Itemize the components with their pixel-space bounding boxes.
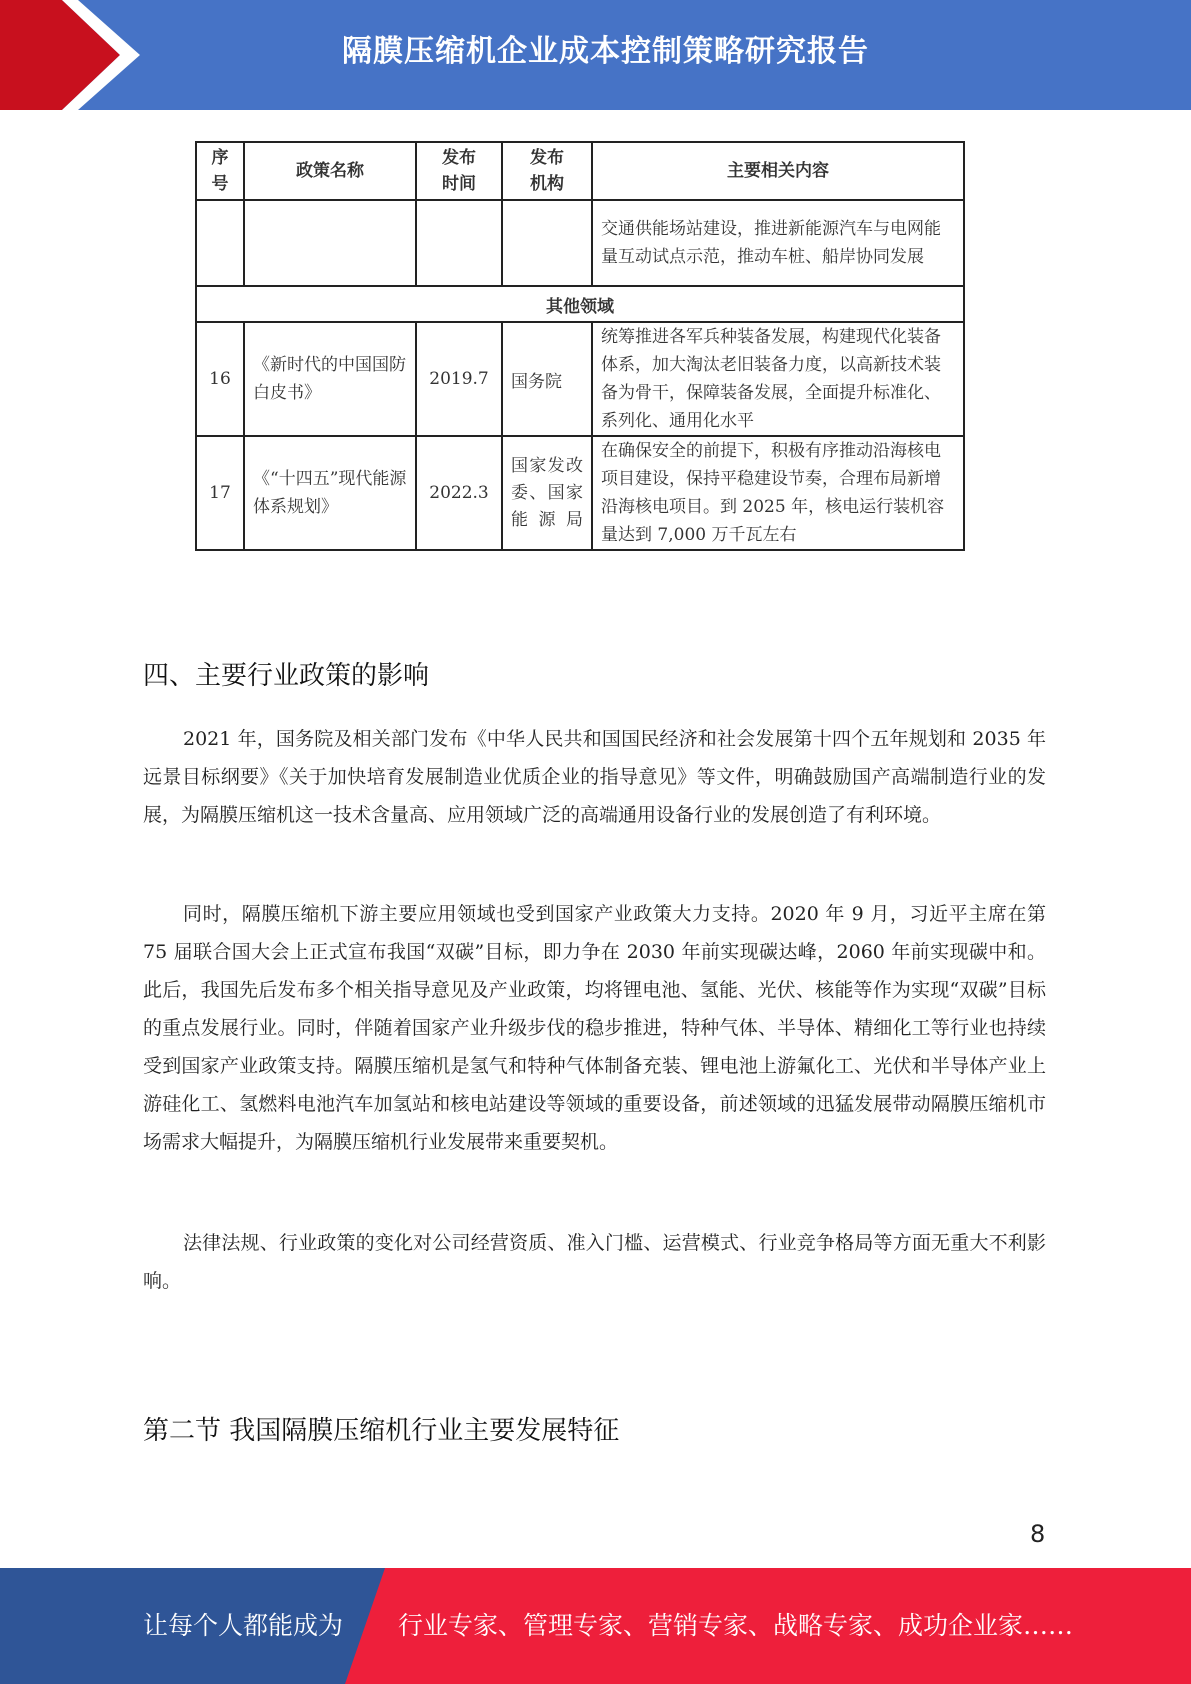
- cell-content: 交通供能场站建设，推进新能源汽车与电网能量互动试点示范，推动车桩、船岸协同发展: [592, 200, 964, 286]
- cell-org: 国务院: [502, 322, 592, 436]
- cell-date: 2022.3: [416, 436, 502, 550]
- cell-name: 《“十四五”现代能源体系规划》: [244, 436, 416, 550]
- report-title: 隔膜压缩机企业成本控制策略研究报告: [342, 34, 869, 69]
- section-label: 其他领域: [196, 286, 964, 322]
- table-header-row: [196, 142, 964, 200]
- cell-no: 17: [196, 436, 244, 550]
- page-footer: [0, 1568, 1191, 1684]
- footer-slogan-left: 让每个人都能成为: [143, 1611, 344, 1640]
- page-header: [0, 0, 1191, 110]
- header-no: 序 号: [196, 142, 244, 200]
- header-date: 发布 时间: [416, 142, 502, 200]
- cell-content: 在确保安全的前提下，积极有序推动沿海核电项目建设，保持平稳建设节奏，合理布局新增沿海核电项目。到 2025 年，核电运行装机容量达到 7,000 万千瓦左右: [592, 436, 964, 550]
- cell-date: 2019.7: [416, 322, 502, 436]
- cell-name: [244, 200, 416, 286]
- page-number: 8: [1030, 1520, 1046, 1548]
- cell-content: 统筹推进各军兵种装备发展，构建现代化装备体系，加大淘汰老旧装备力度，以高新技术装备为骨干，保障装备发展，全面提升标准化、系列化、通用化水平: [592, 322, 964, 436]
- cell-org: [502, 200, 592, 286]
- cell-name: 《新时代的中国国防白皮书》: [244, 322, 416, 436]
- cell-org: 国家发改委、国家能源局: [502, 436, 592, 550]
- table-section-row: [196, 286, 964, 322]
- cell-no: 16: [196, 322, 244, 436]
- header-content: 主要相关内容: [592, 142, 964, 200]
- policy-table: [195, 141, 965, 551]
- section-heading: 四、主要行业政策的影响: [143, 661, 430, 691]
- header-name: 政策名称: [244, 142, 416, 200]
- body-paragraph: 2021 年，国务院及相关部门发布《中华人民共和国国民经济和社会发展第十四个五年规划和 2035 年远景目标纲要》《关于加快培育发展制造业优质企业的指导意见》等文件，明确鼓励国产高端制造行业的发展，为隔膜压缩机这一技术含量高、应用领域广泛的高端通用设备行业的发展创造了有利环境。: [143, 728, 1046, 826]
- header-org: 发布 机构: [502, 142, 592, 200]
- table-row: [196, 200, 964, 286]
- footer-slogan-right: 行业专家、管理专家、营销专家、战略专家、成功企业家……: [398, 1611, 1074, 1640]
- table-row: [196, 436, 964, 550]
- chapter-heading: 第二节 我国隔膜压缩机行业主要发展特征: [143, 1416, 620, 1446]
- cell-date: [416, 200, 502, 286]
- cell-no: [196, 200, 244, 286]
- body-paragraph: 同时，隔膜压缩机下游主要应用领域也受到国家产业政策大力支持。2020 年 9 月，习近平主席在第 75 届联合国大会上正式宣布我国“双碳”目标，即力争在 2030 年前实现碳达峰，2060 年前实现碳中和。此后，我国先后发布多个相关指导意见及产业政策，均将锂电池、氢能、光伏、核能等作为实现“双碳”目标的重点发展行业。同时，伴随着国家产业升级步伐的稳步推进，特种气体、半导体、精细化工等行业也持续受到国家产业政策支持。隔膜压缩机是氢气和特种气体制备充装、锂电池上游氟化工、光伏和半导体产业上游硅化工、氢燃料电池汽车加氢站和核电站建设等领域的重要设备，前述领域的迅猛发展带动隔膜压缩机市场需求大幅提升，为隔膜压缩机行业发展带来重要契机。: [143, 903, 1046, 1153]
- table-row: [196, 322, 964, 436]
- body-paragraph: 法律法规、行业政策的变化对公司经营资质、准入门槛、运营模式、行业竞争格局等方面无重大不利影响。: [143, 1232, 1046, 1292]
